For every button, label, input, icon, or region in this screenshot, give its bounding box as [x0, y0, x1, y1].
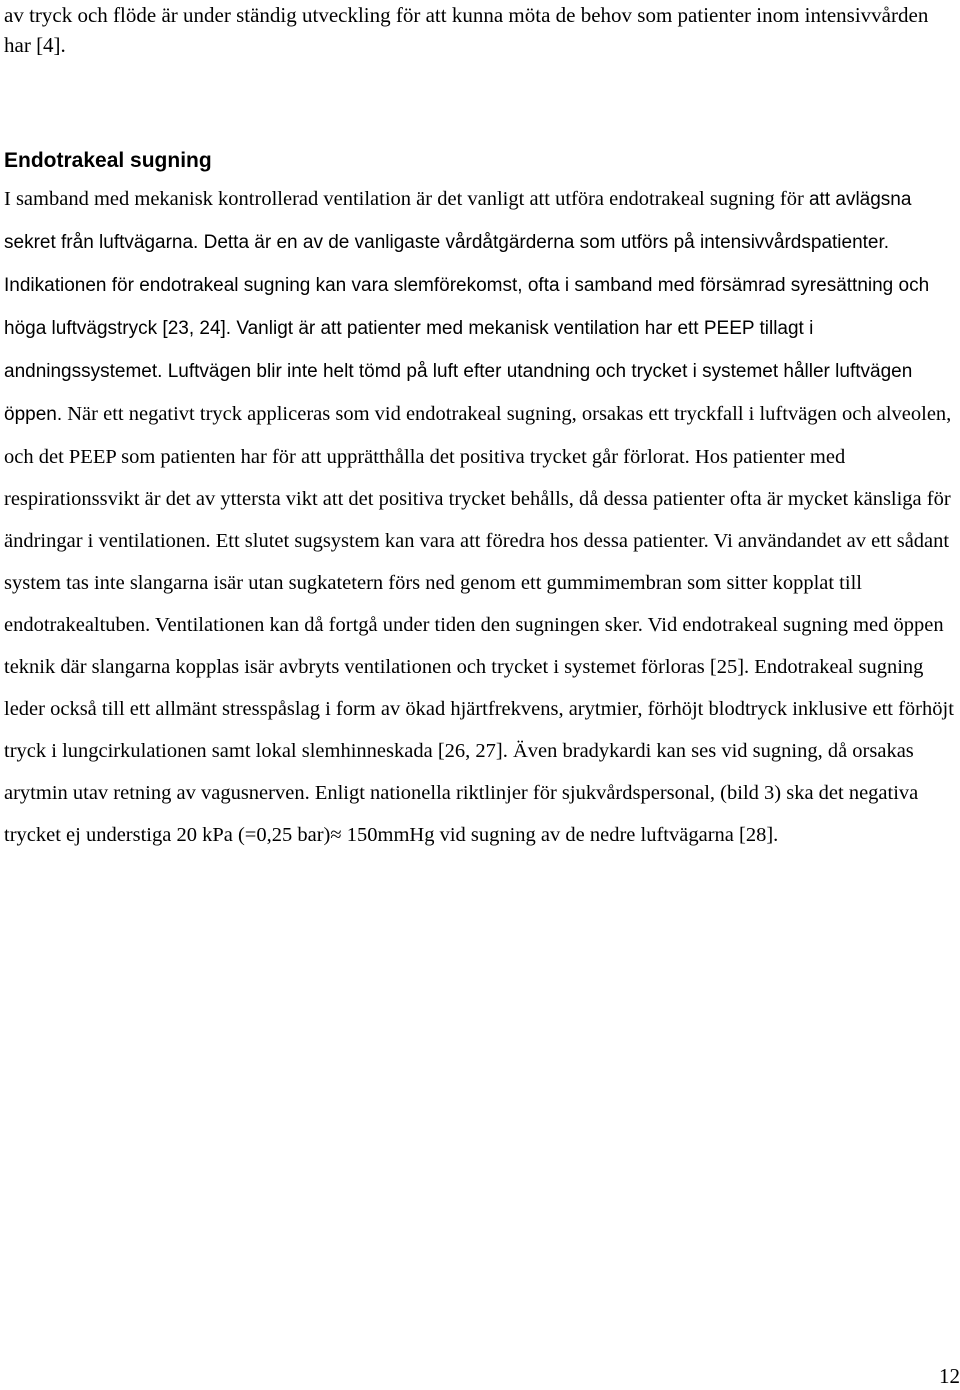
- body-text-run-1: I samband med mekanisk kontrollerad ventilation är det vanligt att utföra endotrakeal sugning för: [4, 188, 809, 210]
- section-heading: Endotrakeal sugning: [4, 149, 212, 172]
- body-text-run-3: När ett negativt tryck appliceras som vid endotrakeal sugning, orsakas ett tryckfall i luftvägen och alveolen, och det PEEP som patienten har för att upprätthålla det positiva trycket går förlorat. Hos patienter med respirationssvikt är det av yttersta vikt att det positiva trycket behålls, då dessa patienter ofta är mycket känsliga för ändringar i ventilationen. Ett slutet sugsystem kan vara att föredra hos dessa patienter. Vi användandet av ett sådant system tas inte slangarna isär utan sugkatetern förs ned genom ett gummimembran som sitter kopplat till endotrakealtuben. Ventilationen kan då fortgå under tiden den sugningen sker. Vid endotrakeal sugning med öppen teknik där slangarna kopplas isär avbryts ventilationen och trycket i systemet förloras [25]. Endotrakeal sugning leder också till ett allmänt stresspåslag i form av ökad hjärtfrekvens, arytmier, förhöjt blodtryck inklusive ett förhöjt tryck i lungcirkulationen samt lokal slemhinneskada [26, 27]. Även bradykardi kan ses vid sugning, då orsakas arytmin utav retning av vagusnerven. Enligt nationella riktlinjer för sjukvårdspersonal, (bild 3) ska det negativa trycket ej understiga 20 kPa (=0,25 bar)≈ 150mmHg vid sugning av de nedre luftvägarna [28].: [4, 403, 954, 846]
- intro-paragraph: av tryck och flöde är under ständig utveckling för att kunna möta de behov som patienter inom intensivvården har [4].: [4, 3, 929, 57]
- body-paragraph: [4, 178, 954, 856]
- body-text-run-2: att avlägsna sekret från luftvägarna. Detta är en av de vanligaste vårdåtgärderna som utförs på intensivvårdspatienter. Indikationen för endotrakeal sugning kan vara slemförekomst, ofta i samband med försämrad syresättning och höga luftvägstryck [23, 24]. Vanligt är att patienter med mekanisk ventilation har ett PEEP tillagt i andningssystemet. Luftvägen blir inte helt tömd på luft efter utandning och trycket i systemet håller luftvägen öppen.: [4, 189, 930, 425]
- page-number: 12: [939, 1364, 960, 1388]
